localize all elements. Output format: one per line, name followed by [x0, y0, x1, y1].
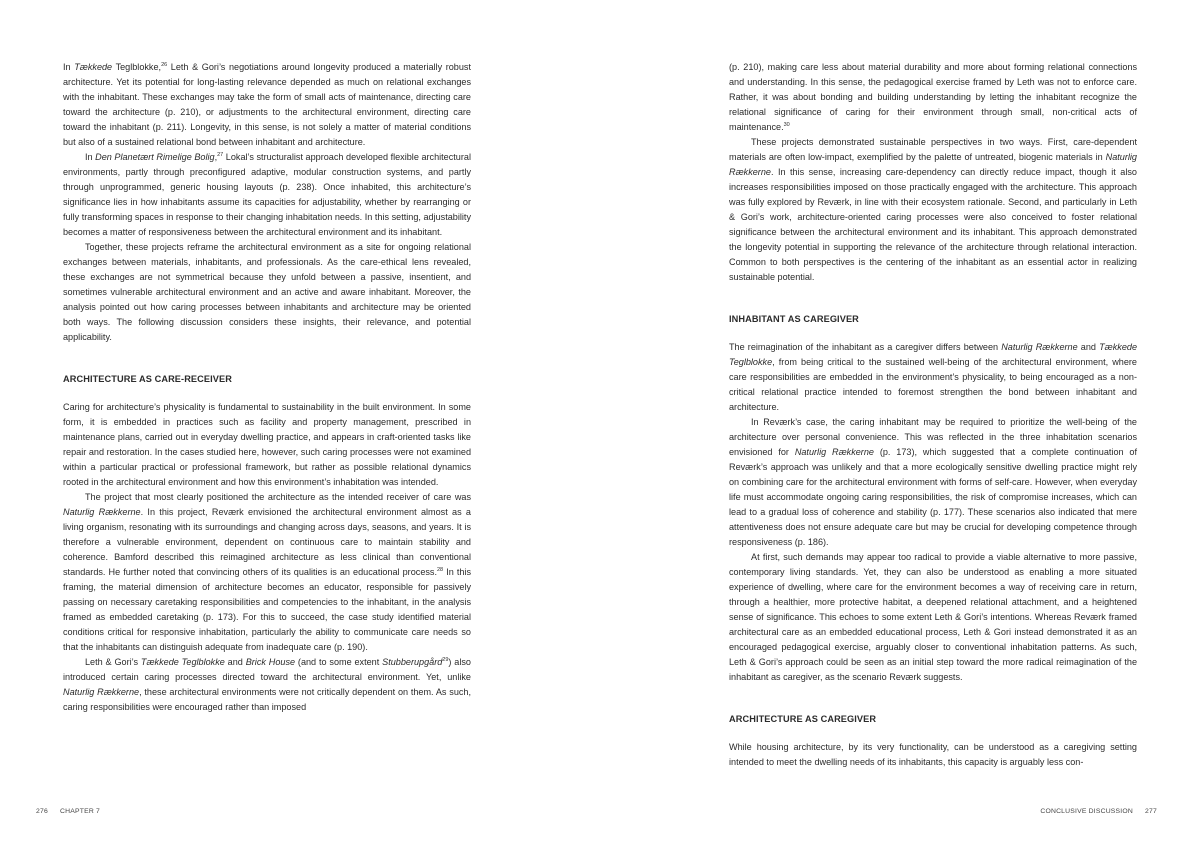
page-number: 277 [1145, 808, 1157, 815]
paragraph: These projects demonstrated sustainable perspectives in two ways. First, care-dependent materials are often low-impact, exemplified by the palette of untreated, biogenic materials in Naturlig Rækkerne. In this sense, increasing care-dependency can directly reduce impact, though it also increases responsibilities imposed on those practically engaged with the architecture. This approach was fully explored by Reværk, in line with their ecosystem rationale. Second, and particularly in Leth & Gori’s work, architecture-oriented caring processes were also conceived to foster relational significance between the architectural environment and its inhabitant. This approach demonstrated the longevity potential in supporting the relevance of the architecture through relational interaction. Common to both perspectives is the centering of the inhabitant as an essential actor in realizing sustainable potential. [729, 137, 1137, 282]
right-page-text [729, 60, 1137, 770]
paragraph: (p. 210), making care less about material durability and more about forming relational connections and understanding. In this sense, the pedagogical exercise framed by Leth was not to enforce care. Rather, it was about bonding and building understanding by letting the inhabitant recognize the relational significance of caring for their environment through small, non-critical acts of maintenance.$^{30}$ [729, 62, 1137, 132]
page-number: 276 [36, 808, 48, 815]
paragraph: Leth & Gori’s Tækkede Teglblokke and Brick House (and to some extent Stubberupgård$^{29}$) also introduced certain caring processes directed toward the architectural environment. Yet, unlike Naturlig Rækkerne, these architectural environments were not critically dependent on them. As such, caring responsibilities were encouraged rather than imposed [63, 657, 472, 712]
left-page-footer [36, 808, 100, 815]
running-header: CHAPTER 7 [60, 808, 100, 815]
paragraph: Together, these projects reframe the architectural environment as a site for ongoing relational exchanges between materials, inhabitants, and professionals. As the care-ethical lens revealed, these exchanges are not symmetrical because they unfold between a passive, insentient, and sometimes vulnerable architectural environment and an active and aware inhabitant. Moreover, the analysis pointed out how caring processes between inhabitants and architecture may be oriented both ways. The following discussion considers these insights, their relevance, and potential applicability. [63, 242, 471, 342]
right-page-footer [1040, 808, 1157, 815]
running-header: CONCLUSIVE DISCUSSION [1040, 808, 1133, 815]
section-heading: ARCHITECTURE AS CARE-RECEIVER [63, 374, 232, 384]
paragraph: Caring for architecture’s physicality is fundamental to sustainability in the built environment. In some form, it is embedded in practices such as facility and property management, prescribed in maintenance plans, carried out in everyday dwelling practice, and appears in craft-oriented tasks like repair and restoration. In the cases studied here, however, such caring processes were not examined within a particular practical or professional framework, but rather as possible relational dynamics rooted in the architectural environment and how this environment’s inhabitation was intended. [63, 402, 471, 487]
left-page-text [63, 60, 471, 715]
paragraph: In Den Planetært Rimelige Bolig,$^{27}$ Lokal’s structuralist approach developed flexible architectural environments, partly through preconfigured adaptive, modular construction systems, and partly through unprogrammed, generic housing layouts (p. 238). Once inhabited, this architecture’s significance lies in how inhabitants assume its capacities for adjustability, whether by rearranging or fully transforming spaces in response to their changing inhabitation needs. In this setting, adjustability becomes a matter of responsiveness between the architectural environment and its inhabitant. [63, 152, 471, 237]
paragraph: At first, such demands may appear too radical to provide a viable alternative to more passive, contemporary living standards. Yet, they can also be understood as enabling a more situated experience of dwelling, where care for the environment becomes a way of receiving care in return, through a healthier, more protective habitat, a deepened relational attachment, and a heightened sense of significance. This echoes to some extent Leth & Gori’s intentions. Whereas Reværk framed architectural care as an embedded educational process, Leth & Gori instead demonstrated it as an encouraged pedagogical exercise, arguably closer to conventional inhabitation patterns. As such, Leth & Gori’s approach could be seen as an initial step toward the more radical reimagination of the inhabitant as caregiver, as the scenario Reværk suggests. [729, 552, 1137, 682]
paragraph: In Tækkede Teglblokke,$^{26}$ Leth & Gori’s negotiations around longevity produced a materially robust architecture. Yet its potential for long-lasting relevance depended as much on relational exchanges with the inhabitant. These exchanges may take the form of small acts of maintenance, directing care toward the architecture (p. 210), or adjustments to the architectural environment, directing care toward the inhabitant (p. 211). Longevity, in this sense, is not solely a matter of material conditions but also of a sustained relational bond between inhabitant and architecture. [63, 62, 471, 147]
section-heading: ARCHITECTURE AS CAREGIVER [729, 714, 877, 724]
paragraph: In Reværk’s case, the caring inhabitant may be required to prioritize the well-being of the architecture over personal convenience. This was reflected in the three inhabitation scenarios envisioned for Naturlig Rækkerne (p. 173), which suggested that a complete continuation of Reværk’s approach was unlikely and that a more ecologically sensitive dwelling practice might rely on combining care for the architectural environment with forms of self-care. However, when everyday life must accommodate ongoing caring responsibilities, the risk of compromise increases, which can lead to a gradual loss of coherence and stability (p. 177). These scenarios also indicated that mere attentiveness does not ensure adequate care but may be crucial for developing competence through responsiveness (p. 186). [729, 417, 1138, 547]
paragraph: The project that most clearly positioned the architecture as the intended receiver of care was Naturlig Rækkerne. In this project, Reværk envisioned the architectural environment almost as a living organism, resonating with its surroundings and changing across days, seasons, and years. It is therefore a vulnerable environment, dependent on continuous care to maintain stability and coherence. Bamford described this reimagined architecture as less clinical than conventional standards. He further noted that convincing others of its qualities is an educational process.$^{28}$ In this framing, the material dimension of architecture becomes an educator, responsible for passively passing on necessary caretaking responsibilities and competencies to the inhabitant, in the analysis framed as embedded caretaking (p. 173). For this to succeed, the case study identified material conditions critical for responsive inhabitation, particularly the ability to communicate care needs so that the inhabitants can distinguish adequate from inadequate care (p. 190). [63, 492, 471, 652]
paragraph: While housing architecture, by its very functionality, can be understood as a caregiving setting intended to meet the dwelling needs of its inhabitants, this capacity is arguably less con- [729, 742, 1137, 767]
section-heading: INHABITANT AS CAREGIVER [729, 314, 859, 324]
paragraph: The reimagination of the inhabitant as a caregiver differs between Naturlig Rækkerne and Tækkede Teglblokke, from being critical to the sustained well-being of the architectural environment, where care responsibilities are embedded in the environment’s physicality, to being encouraged as a non-critical relational practice intended to foremost strengthen the bond between inhabitant and architecture. [729, 342, 1138, 412]
